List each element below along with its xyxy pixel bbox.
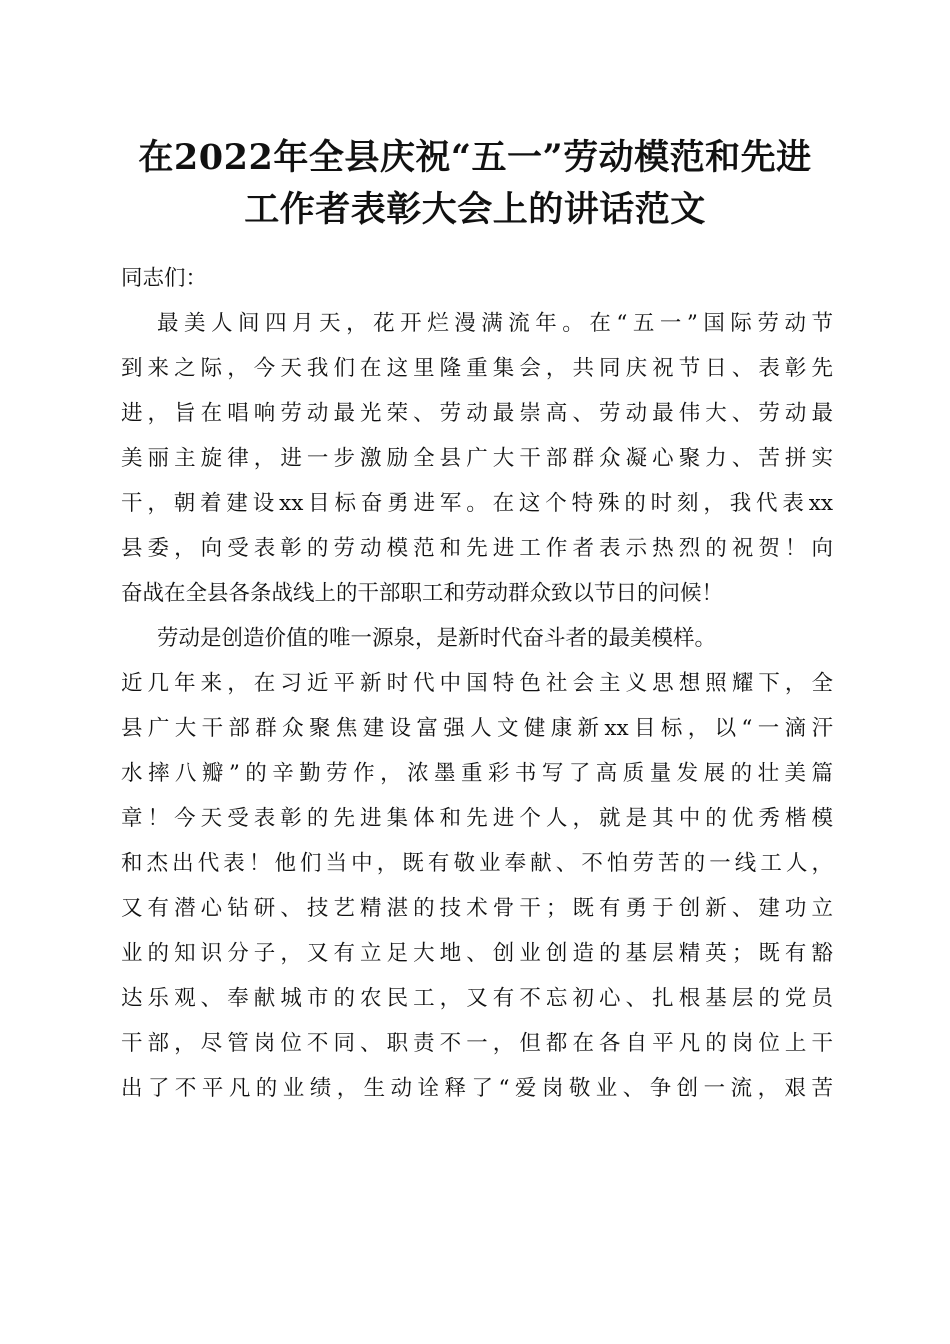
paragraph-2-line: 又有潜心钻研、技艺精湛的技术骨干；既有勇于创新、建功立 (121, 896, 833, 921)
paragraph-1-line: 进，旨在唱响劳动最光荣、劳动最崇高、劳动最伟大、劳动最 (121, 401, 833, 426)
document-body (121, 256, 833, 1111)
paragraph-2-line: 章！今天受表彰的先进集体和先进个人，就是其中的优秀楷模 (121, 806, 833, 831)
paragraph-1-line: 干，朝着建设xx目标奋勇进军。在这个特殊的时刻，我代表xx (121, 491, 833, 516)
paragraph-1-line: 美丽主旋律，进一步激励全县广大干部群众凝心聚力、苦拼实 (121, 446, 833, 471)
paragraph-2-line: 干部，尽管岗位不同、职责不一，但都在各自平凡的岗位上干 (121, 1031, 833, 1056)
paragraph-1-line: 最美人间四月天，花开烂漫满流年。在“五一”国际劳动节 (157, 311, 833, 336)
title-line-1: 在2022年全县庆祝“五一”劳动模范和先进 (138, 137, 812, 178)
paragraph-2-line: 业的知识分子，又有立足大地、创业创造的基层精英；既有豁 (121, 941, 833, 966)
paragraph-1-line: 到来之际，今天我们在这里隆重集会，共同庆祝节日、表彰先 (121, 356, 833, 381)
paragraph-1-line: 县委，向受表彰的劳动模范和先进工作者表示热烈的祝贺！向 (121, 536, 833, 561)
paragraph-2-line: 劳动是创造价值的唯一源泉，是新时代奋斗者的最美模样。 (157, 626, 717, 651)
paragraph-2-line: 近几年来，在习近平新时代中国特色社会主义思想照耀下，全 (121, 671, 833, 696)
salutation: 同志们： (121, 266, 208, 291)
paragraph-2-line: 出了不平凡的业绩，生动诠释了“爱岗敬业、争创一流，艰苦 (121, 1076, 833, 1101)
paragraph-1-line: 奋战在全县各条战线上的干部职工和劳动群众致以节日的问候！ (121, 581, 724, 606)
paragraph-2-line: 水摔八瓣”的辛勤劳作，浓墨重彩书写了高质量发展的壮美篇 (121, 761, 833, 786)
paragraph-2-line: 和杰出代表！他们当中，既有敬业奉献、不怕劳苦的一线工人， (121, 851, 833, 876)
document-title (100, 132, 850, 236)
paragraph-2-line: 达乐观、奉献城市的农民工，又有不忘初心、扎根基层的党员 (121, 986, 833, 1011)
title-line-2: 工作者表彰大会上的讲话范文 (244, 189, 706, 230)
paragraph-2-line: 县广大干部群众聚焦建设富强人文健康新xx目标，以“一滴汗 (121, 716, 833, 741)
